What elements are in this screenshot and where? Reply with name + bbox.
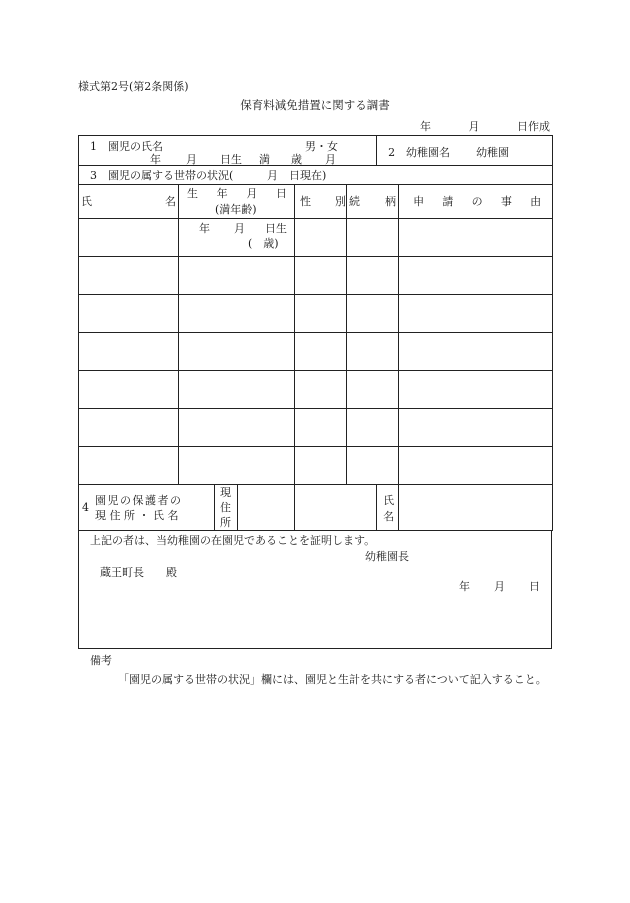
- row-birth-month: 月: [234, 222, 245, 235]
- birth-month-label: 月: [186, 153, 197, 166]
- row-birth-day: 日生: [265, 222, 287, 235]
- as-of-month: 月: [267, 169, 278, 182]
- sex-cell[interactable]: [295, 447, 347, 485]
- household-header-row: [79, 185, 553, 219]
- section4-row: [79, 485, 553, 531]
- child-name-label: 1 園児の氏名: [90, 140, 163, 153]
- birth-cell[interactable]: [179, 257, 295, 295]
- relation-cell[interactable]: [347, 333, 399, 371]
- cert-month-label: 月: [494, 580, 505, 593]
- header-relation-char1: 続: [349, 195, 360, 208]
- sex-cell[interactable]: [295, 409, 347, 447]
- household-row: [79, 409, 553, 447]
- header-sex-char1: 性: [300, 195, 311, 208]
- birth-cell[interactable]: [179, 447, 295, 485]
- sex-cell[interactable]: [295, 333, 347, 371]
- cert-day-label: 日: [529, 580, 540, 593]
- kindergarten-label: 2 幼稚園名: [388, 146, 451, 159]
- relation-cell[interactable]: [347, 219, 399, 257]
- header-sex-char2: 別: [335, 195, 346, 208]
- section4-number: 4: [82, 501, 89, 514]
- name-cell[interactable]: [79, 333, 179, 371]
- header-reason-char2: 請: [442, 195, 454, 208]
- address-label-char3: 所: [220, 516, 231, 529]
- sex-cell[interactable]: [295, 219, 347, 257]
- address-input[interactable]: [295, 485, 377, 531]
- row-birth-year: 年: [199, 222, 210, 235]
- guardian-label-cell: [79, 485, 215, 531]
- section3-row: [79, 166, 553, 185]
- reason-cell[interactable]: [399, 333, 553, 371]
- as-of-day: 日現在): [289, 169, 327, 182]
- relation-cell[interactable]: [347, 371, 399, 409]
- sex-cell[interactable]: [295, 257, 347, 295]
- name-cell[interactable]: [79, 409, 179, 447]
- header-sex: [295, 185, 347, 219]
- birth-cell[interactable]: [179, 333, 295, 371]
- age-full-label: 満: [259, 153, 270, 166]
- notes-heading: 備考: [90, 654, 112, 667]
- header-birth: [179, 185, 295, 219]
- row-age: ( 歳): [248, 237, 279, 250]
- header-birth-char1: 生: [187, 187, 198, 200]
- child-info-cell[interactable]: [79, 136, 377, 166]
- day-created-label: 日作成: [517, 120, 550, 133]
- reason-cell[interactable]: [399, 295, 553, 333]
- name-cell[interactable]: [79, 257, 179, 295]
- reason-cell[interactable]: [399, 219, 553, 257]
- address-area: [215, 485, 295, 531]
- certification-statement: 上記の者は、当幼稚園の在園児であることを証明します。: [90, 534, 376, 547]
- name-label-char1: 氏: [383, 494, 395, 507]
- birth-year-label: 年: [150, 153, 161, 166]
- relation-cell[interactable]: [347, 447, 399, 485]
- relation-cell[interactable]: [347, 409, 399, 447]
- age-years-label: 歳: [291, 153, 302, 166]
- cert-year-label: 年: [459, 580, 470, 593]
- guardian-name-input[interactable]: [399, 485, 553, 531]
- name-cell[interactable]: [79, 295, 179, 333]
- reason-cell[interactable]: [399, 409, 553, 447]
- birth-day-label: 日生: [220, 153, 242, 166]
- reason-cell[interactable]: [399, 371, 553, 409]
- header-reason-char1: 申: [413, 195, 425, 208]
- household-row: [79, 219, 553, 257]
- birth-cell[interactable]: [179, 371, 295, 409]
- survey-table: [78, 135, 553, 531]
- month-label: 月: [468, 120, 480, 133]
- birth-cell[interactable]: [179, 295, 295, 333]
- household-row: [79, 295, 553, 333]
- header-relation-char2: 柄: [385, 195, 396, 208]
- form-number: 様式第2号(第2条関係): [78, 80, 189, 93]
- household-row: [79, 333, 553, 371]
- guardian-name-label: [377, 485, 399, 531]
- header-reason: [399, 185, 553, 219]
- notes-text: 「園児の属する世帯の状況」欄には、園児と生計を共にする者について記入すること。: [118, 673, 547, 686]
- principal-label: 幼稚園長: [365, 550, 409, 563]
- guardian-label-line1: 園児の保護者の: [95, 494, 183, 507]
- header-relation: [347, 185, 399, 219]
- birth-cell[interactable]: [179, 409, 295, 447]
- name-label-char2: 名: [383, 510, 395, 523]
- sex-cell[interactable]: [295, 295, 347, 333]
- form-title: 保育料減免措置に関する調書: [240, 98, 390, 112]
- addressee-label: 蔵王町長 殿: [100, 566, 177, 579]
- name-cell[interactable]: [79, 219, 179, 257]
- household-row: [79, 371, 553, 409]
- header-name-char2: 名: [165, 195, 176, 208]
- birth-cell[interactable]: [179, 219, 295, 257]
- name-cell[interactable]: [79, 371, 179, 409]
- certification-box: [78, 531, 552, 649]
- age-months-label: 月: [325, 153, 336, 166]
- gender-option[interactable]: 男・女: [305, 140, 338, 153]
- address-label-char2: 住: [220, 501, 231, 514]
- household-row: [79, 447, 553, 485]
- kindergarten-suffix: 幼稚園: [476, 146, 510, 159]
- sex-cell[interactable]: [295, 371, 347, 409]
- name-cell[interactable]: [79, 447, 179, 485]
- header-reason-char3: の: [471, 195, 483, 208]
- prepared-date: [420, 121, 550, 132]
- reason-cell[interactable]: [399, 447, 553, 485]
- header-birth-char4: 日: [275, 187, 287, 200]
- header-name: [79, 185, 179, 219]
- household-label: 3 園児の属する世帯の状況(: [90, 169, 234, 182]
- reason-cell[interactable]: [399, 257, 553, 295]
- guardian-label-line2: 現住所・氏名: [95, 509, 182, 522]
- section1-row: [79, 136, 553, 166]
- header-age-label: (満年齢): [215, 203, 257, 216]
- household-status-cell: [79, 166, 553, 185]
- header-reason-char5: 由: [530, 195, 542, 208]
- header-reason-char4: 事: [500, 195, 512, 208]
- header-birth-char3: 月: [246, 187, 258, 200]
- year-label: 年: [420, 120, 431, 133]
- relation-cell[interactable]: [347, 295, 399, 333]
- address-label-char1: 現: [220, 486, 231, 499]
- header-birth-char2: 年: [216, 187, 228, 200]
- kindergarten-cell[interactable]: [377, 136, 553, 166]
- header-name-char1: 氏: [81, 195, 92, 208]
- household-row: [79, 257, 553, 295]
- relation-cell[interactable]: [347, 257, 399, 295]
